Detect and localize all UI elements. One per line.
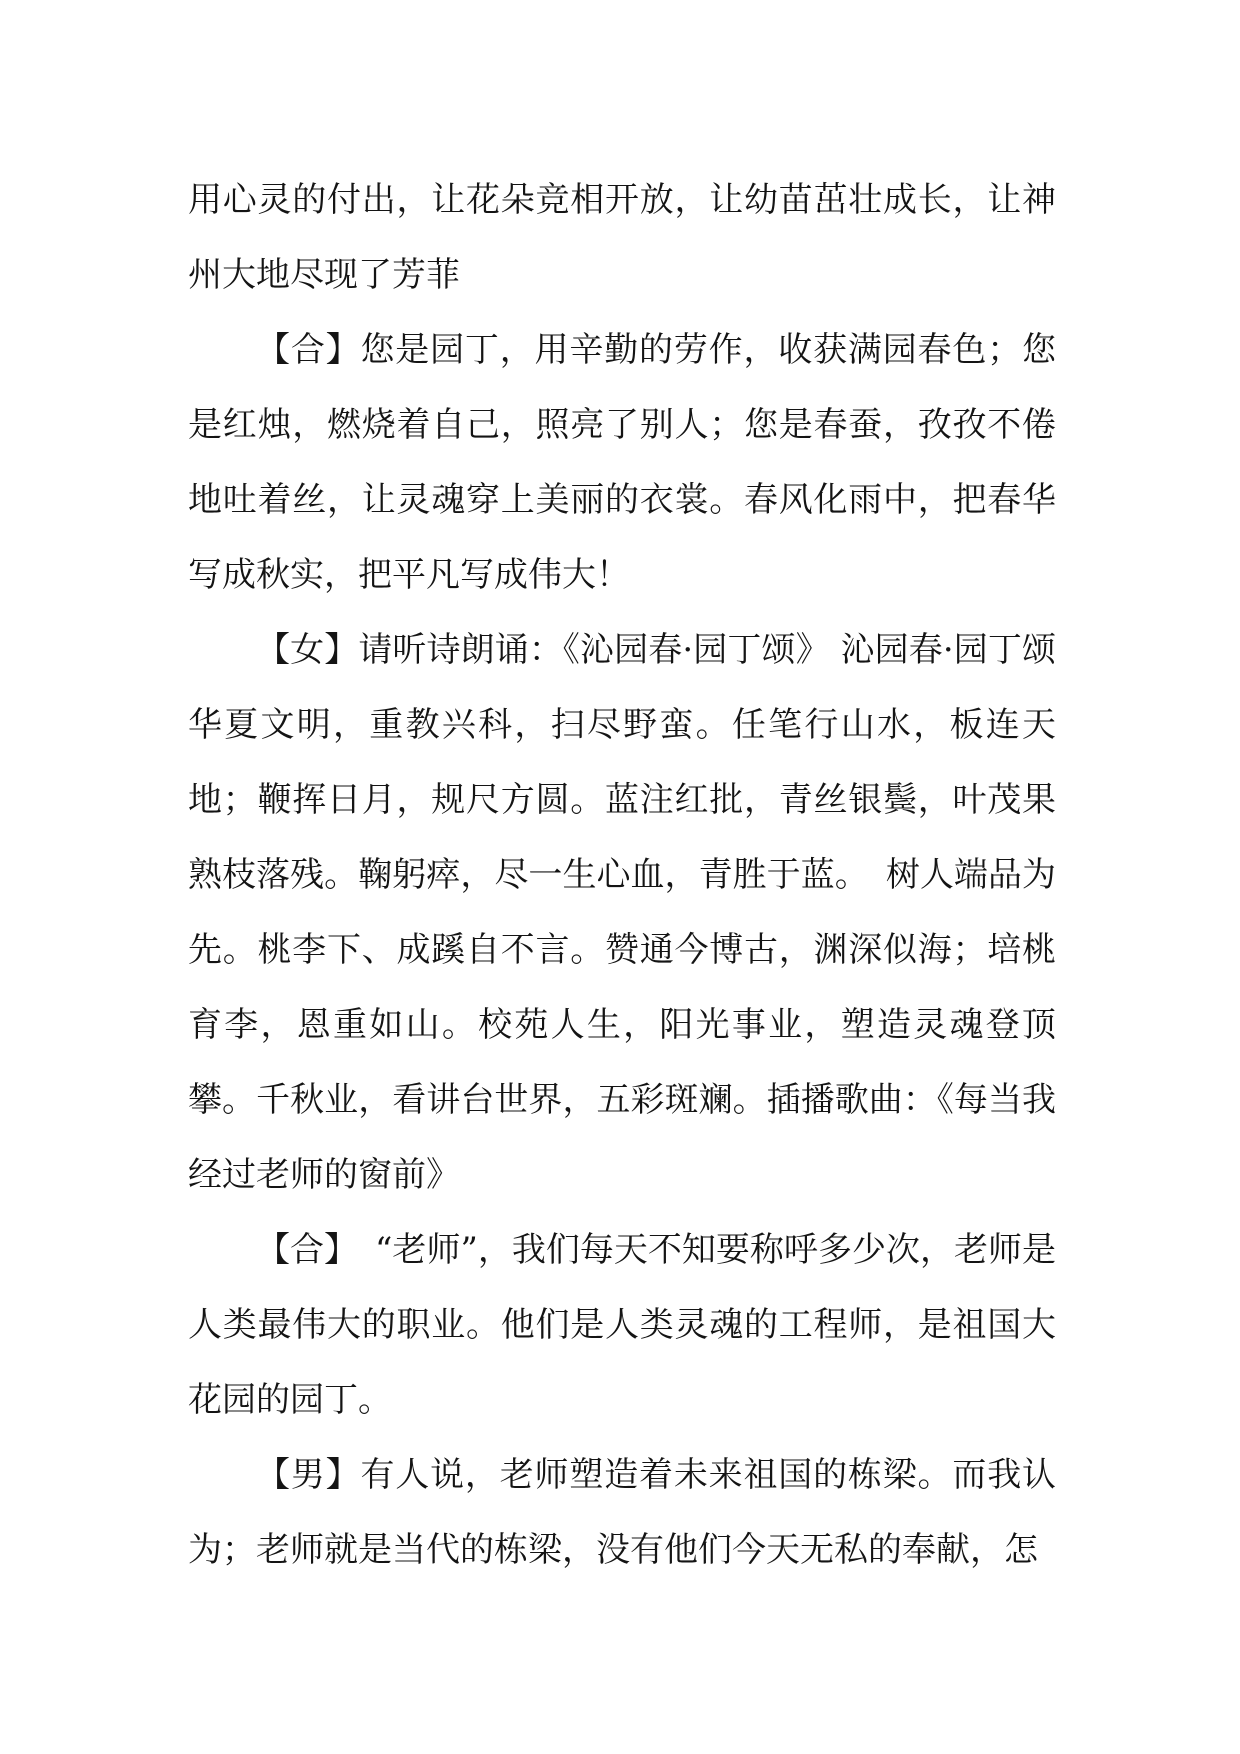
speaker-label: 【男】 [256,1455,361,1495]
paragraph-text: “老师”，我们每天不知要称呼多少次，老师是人类最伟大的职业。他们是人类灵魂的工程师，是祖国大花园的园丁。 [188,1230,1056,1420]
paragraph-continuation [188,163,1056,313]
paragraph-text: 请听诗朗诵：《沁园春·园丁颂》 沁园春·园丁颂 华夏文明，重教兴科，扫尽野蛮。任笔行山水，板连天地；鞭挥日月，规尺方圆。蓝注红批，青丝银鬓，叶茂果熟枝落残。鞠躬瘁，尽一生心血，青胜于蓝。 树人端品为先。桃李下、成蹊自不言。赞通今博古，渊深似海；培桃育李，恩重如山。校苑人生，阳光事业，塑造灵魂登顶攀。千秋业，看讲台世界，五彩斑斓。插播歌曲：《每当我经过老师的窗前》 [188,630,1091,1195]
paragraph-chorus-2 [188,1213,1056,1438]
document-body [188,163,1091,1588]
speaker-label: 【合】 [256,330,361,370]
paragraph-male [188,1438,1056,1588]
paragraph-text: 有人说，老师塑造着未来祖国的栋梁。而我认为；老师就是当代的栋梁，没有他们今天无私的奉献，怎 [188,1455,1057,1570]
paragraph-chorus-1 [188,313,1056,613]
paragraph-female [188,613,1091,1213]
speaker-label: 【女】 [256,630,359,670]
paragraph-text: 您是园丁，用辛勤的劳作，收获满园春色；您是红烛，燃烧着自己，照亮了别人；您是春蚕，孜孜不倦地吐着丝，让灵魂穿上美丽的衣裳。春风化雨中，把春华写成秋实，把平凡写成伟大！ [188,330,1057,595]
paragraph-text: 用心灵的付出，让花朵竞相开放，让幼苗茁壮成长，让神州大地尽现了芳菲 [188,180,1056,295]
speaker-label: 【合】 [256,1230,342,1270]
